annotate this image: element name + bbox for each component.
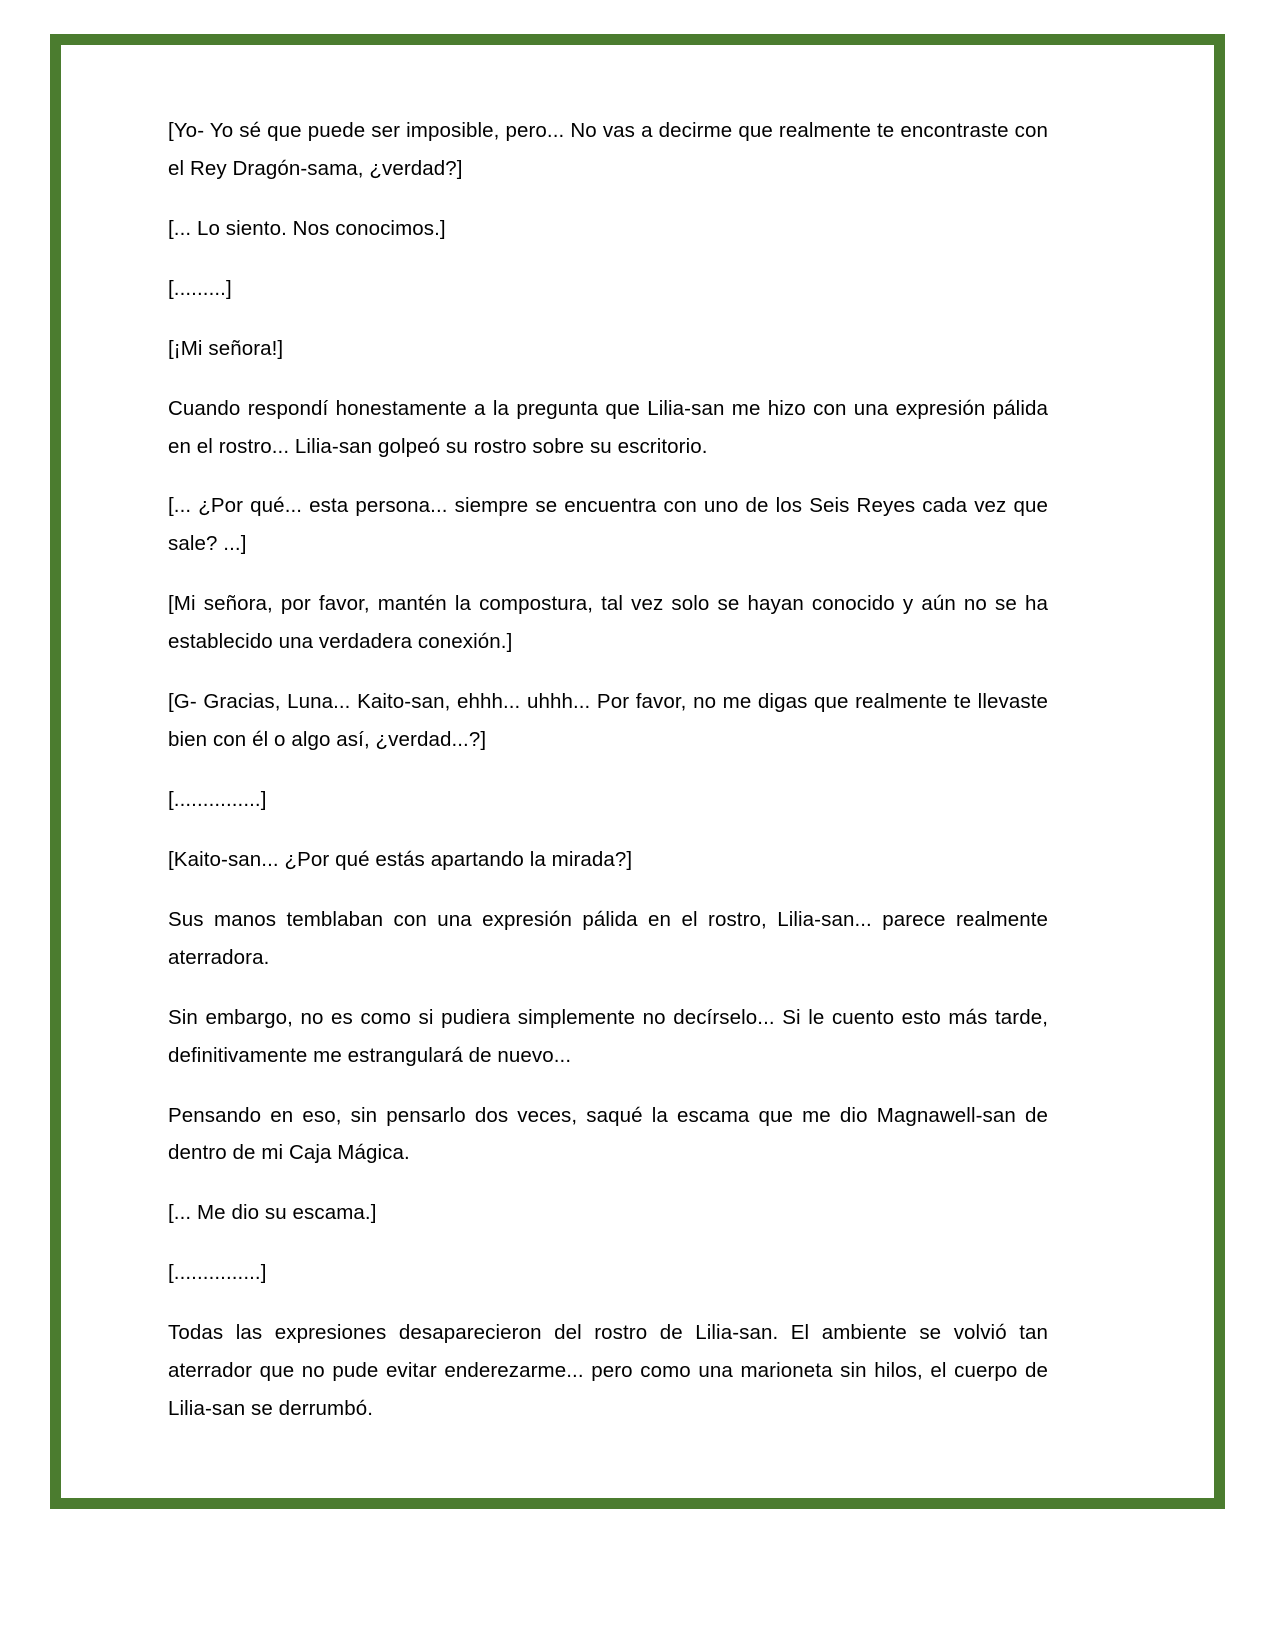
paragraph: Todas las expresiones desaparecieron del rostro de Lilia-san. El ambiente se volvió tan aterrador que no pude evitar enderezarme... pero como una marioneta sin hilos, el cuerpo de Lilia-san se derrumbó. — [168, 1321, 1048, 1421]
paragraph: [... ¿Por qué... esta persona... siempre se encuentra con uno de los Seis Reyes cada vez que sale? ...] — [168, 494, 1048, 556]
paragraph: Sus manos temblaban con una expresión pálida en el rostro, Lilia-san... parece realmente aterradora. — [168, 907, 1048, 969]
paragraph: [¡Mi señora!] — [168, 336, 284, 360]
paragraph: [... Lo siento. Nos conocimos.] — [168, 216, 446, 240]
paragraph: [Yo- Yo sé que puede ser imposible, pero... No vas a decirme que realmente te encontraste con el Rey Dragón-sama, ¿verdad?] — [168, 119, 1048, 180]
paragraph: [... Me dio su escama.] — [168, 1201, 377, 1225]
paragraph: [Kaito-san... ¿Por qué estás apartando la mirada?] — [168, 847, 633, 871]
paragraph: Sin embargo, no es como si pudiera simplemente no decírselo... Si le cuento esto más tarde, definitivamente me estrangulará de nuevo... — [168, 1005, 1048, 1067]
paragraph: [G- Gracias, Luna... Kaito-san, ehhh... uhhh... Por favor, no me digas que realmente te llevaste bien con él o algo así, ¿verdad...?] — [168, 690, 1048, 752]
paragraph: [...............] — [168, 1261, 267, 1285]
document-body — [168, 112, 1048, 1428]
paragraph: [...............] — [168, 787, 267, 811]
paragraph: Pensando en eso, sin pensarlo dos veces, saqué la escama que me dio Magnawell-san de dentro de mi Caja Mágica. — [168, 1103, 1048, 1165]
paragraph: [Mi señora, por favor, mantén la compostura, tal vez solo se hayan conocido y aún no se ha establecido una verdadera conexión.] — [168, 592, 1048, 654]
paragraph: [.........] — [168, 276, 232, 300]
paragraph: Cuando respondí honestamente a la pregunta que Lilia-san me hizo con una expresión pálida en el rostro... Lilia-san golpeó su rostro sobre su escritorio. — [168, 396, 1048, 458]
